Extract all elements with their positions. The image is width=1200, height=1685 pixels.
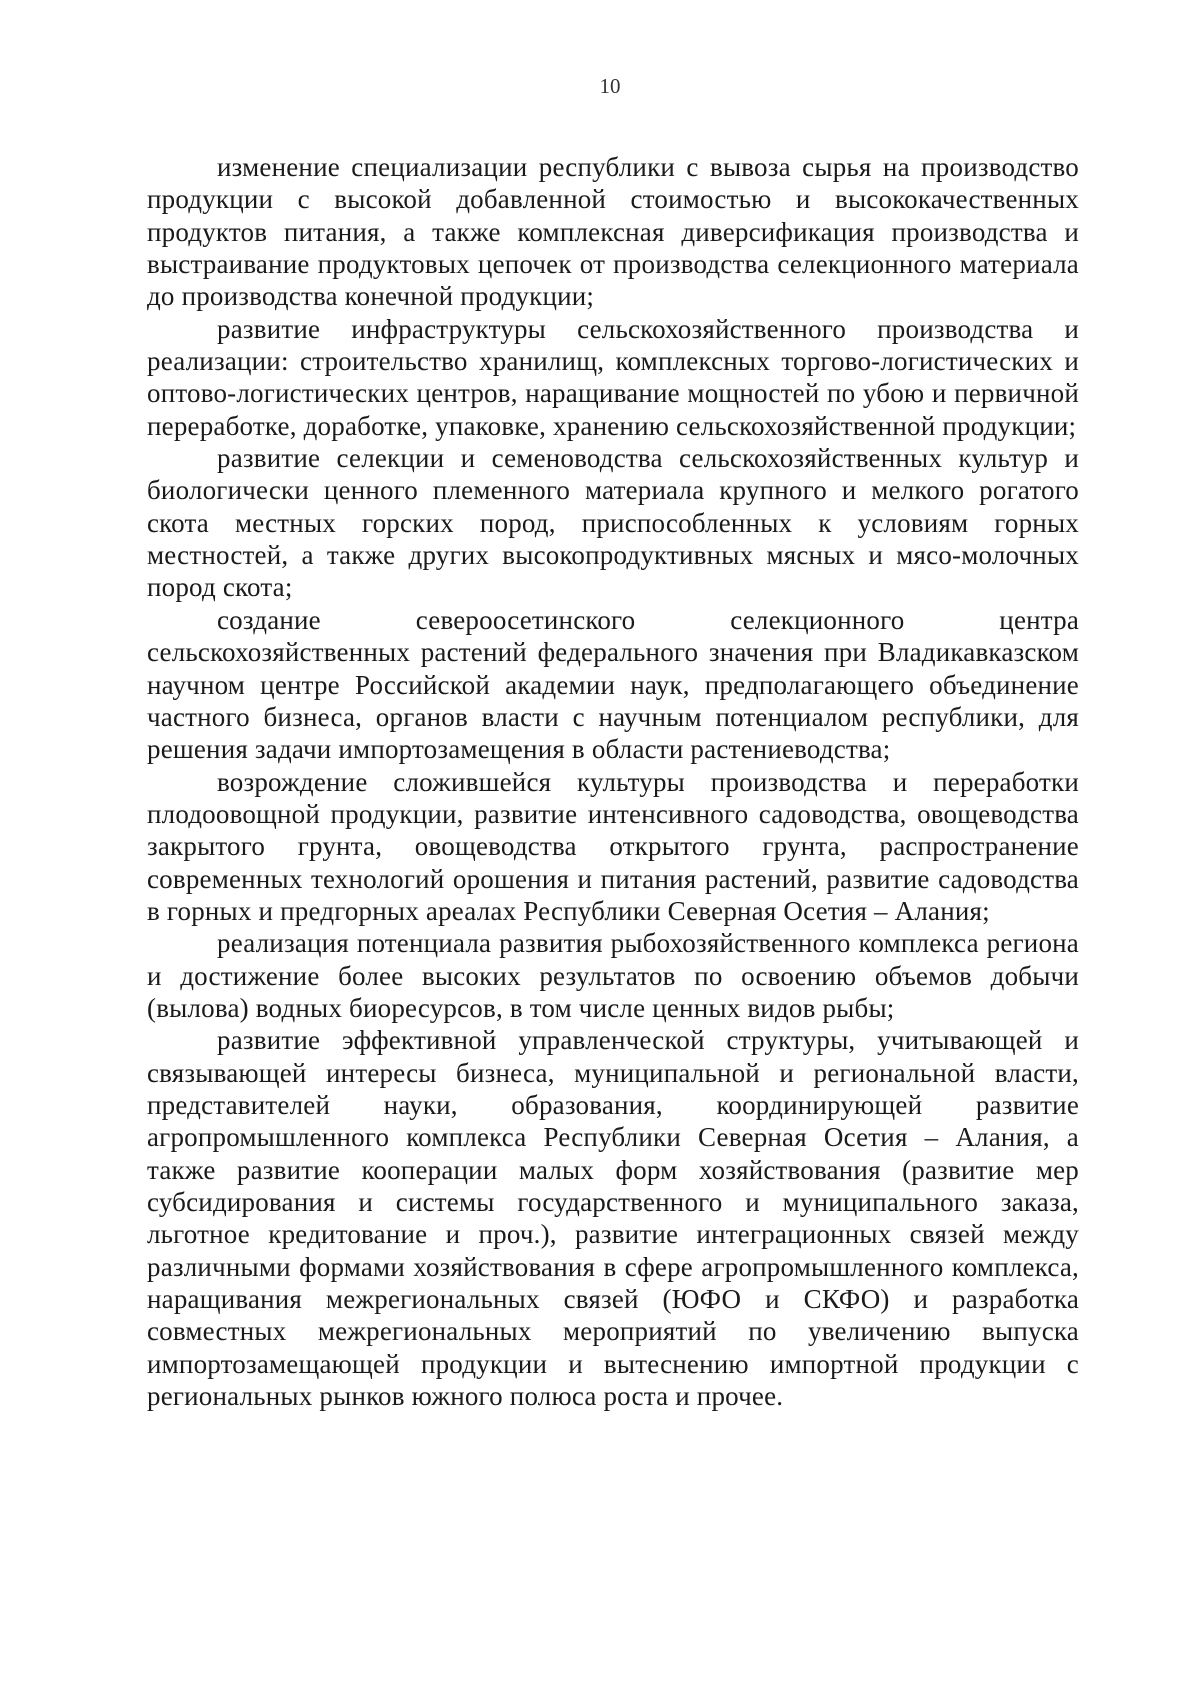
paragraph: реализация потенциала развития рыбохозяйственного комплекса региона и достижение более высоких результатов по освоению объемов добычи (вылова) водных биоресурсов, в том числе ценных видов рыбы;: [147, 928, 1079, 1023]
paragraph: изменение специализации республики с вывоза сырья на производство продукции с высокой добавленной стоимостью и высококачественных продуктов питания, а также комплексная диверсификация производства и выстраивание продуктовых цепочек от производства селекционного материала до производства конечной продукции;: [147, 152, 1079, 312]
page-number: 10: [599, 74, 621, 98]
paragraph: развитие селекции и семеноводства сельскохозяйственных культур и биологически ценного племенного материала крупного и мелкого рогатого скота местных горских пород, приспособленных к условиям горных местностей, а также других высокопродуктивных мясных и мясо-молочных пород скота;: [147, 443, 1079, 603]
document-body: [147, 151, 1079, 1412]
paragraph: развитие эффективной управленческой структуры, учитывающей и связывающей интересы бизнеса, муниципальной и региональной власти, представителей науки, образования, координирующей развитие агропромышленного комплекса Республики Северная Осетия – Алания, а также развитие кооперации малых форм хозяйствования (развитие мер субсидирования и системы государственного и муниципального заказа, льготное кредитование и проч.), развитие интеграционных связей между различными формами хозяйствования в сфере агропромышленного комплекса, наращивания межрегиональных связей (ЮФО и СКФО) и разработка совместных межрегиональных мероприятий по увеличению выпуска импортозамещающей продукции и вытеснению импортной продукции с региональных рынков южного полюса роста и прочее.: [147, 1025, 1079, 1412]
paragraph: возрождение сложившейся культуры производства и переработки плодоовощной продукции, развитие интенсивного садоводства, овощеводства закрытого грунта, овощеводства открытого грунта, распространение современных технологий орошения и питания растений, развитие садоводства в горных и предгорных ареалах Республики Северная Осетия – Алания;: [147, 766, 1079, 926]
paragraph: создание североосетинского селекционного центра сельскохозяйственных растений федерального значения при Владикавказском научном центре Российской академии наук, предполагающего объединение частного бизнеса, органов власти с научным потенциалом республики, для решения задачи импортозамещения в области растениеводства;: [147, 604, 1079, 765]
paragraph: развитие инфраструктуры сельскохозяйственного производства и реализации: строительство хранилищ, комплексных торгово-логистических и оптово-логистических центров, наращивание мощностей по убою и первичной переработке, доработке, упаковке, хранению сельскохозяйственной продукции;: [147, 313, 1079, 441]
